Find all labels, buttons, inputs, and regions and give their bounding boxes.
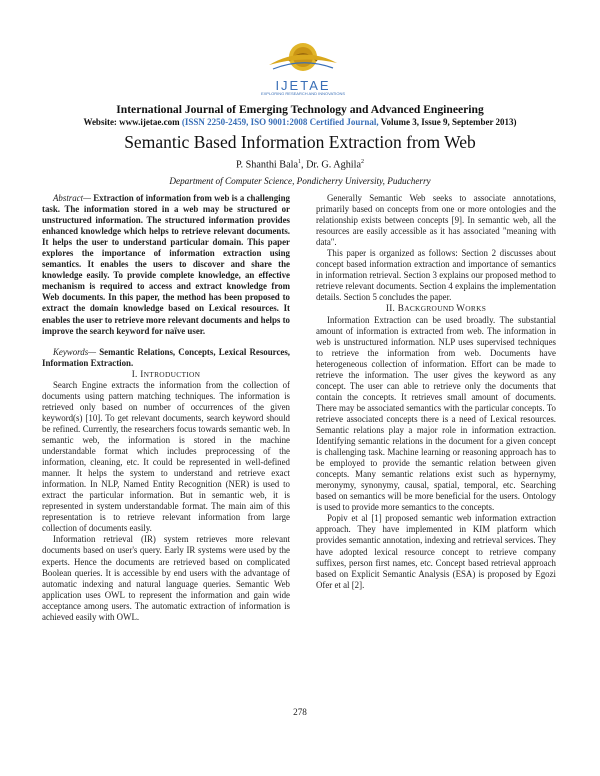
page-number: 278 [293,707,307,717]
logo-tagline: EXPLORING RESEARCH AND INNOVATIONS [260,91,346,96]
background-paragraph-1: Information Extraction can be used broadly. The substantial amount of information is extracted from web. The information in web is unstructured information. NLP uses supervised techniques to retrieve the information from web. Documents have heterogeneous collection of information. Effort can be made to retrieve the information. The user gives the keyword as any concept. The user can able to retrieve only the documents that contain the concepts. It retrieves small amount of documents. There may be associated semantics with the particular concepts. To retrieve associated concepts there is a need of Lexical resources. Semantic relations play a major role in information extraction. Identifying semantic relations in the document for a given concept is challenging task. Machine learning or reasoning approach has to be employed to provide the semantic relation between given concepts. Many semantic relations exist such as hypernymy, meronymy, synonymy, causal, spatial, temporal, etc. Searching based on semantics will be more beneficial for the users. Ontology is used to provide more semantics to the concepts. [316,314,556,513]
section-heading-background: II. BACKGROUND WORKS [385,303,487,314]
abstract-lead: Abstract— [53,193,91,203]
abstract [42,193,290,337]
abstract-body: Extraction of information from web is a challenging task. The information stored in a web may be structured or unstructured information. The structured information provides enhanced knowledge which helps to retrieve relevant documents. It helps the user to understand particular domain. This paper explores the importance of information extraction using semantics. It enables the users to discover and share the knowledge easily. To provide complete knowledge, an effective mechanism is required to access and extract knowledge from Web documents. In this paper, the method has been proposed to extract the domain knowledge based on Lexical resources. It enables the user to retrieve more relevant documents and helps to improve the search keyword for naïve user. [42,193,290,336]
volume-text: Volume 3, Issue 9, September 2013) [380,117,517,127]
intro-paragraph-1: Search Engine extracts the information from the collection of documents using pattern matching techniques. The information is retrieved only based on number of occurrences of the given keyword(s) [10]. To get relevant documents, search keyword should be refined. Currently, the researchers focus towards semantic web. In semantic web, the information is stored in the machine understandable format which includes preprocessing of the information, cleaning, etc. It could be represented in well-defined manner. It helps the system to understand and retrieve exact information. In NLP, Named Entity Recognition (NER) is used to extract the particular information. But in semantic web, it is represented in system understandable format. The main aim of this representation is to retrieve relevant information from large collection of documents easily. [42,379,290,534]
keywords-body: Semantic Relations, Concepts, Lexical Resources, Information Extraction. [42,346,290,368]
right-column [316,193,556,591]
left-column [42,193,290,623]
section-heading-introduction: I. INTRODUCTION [131,368,201,379]
background-paragraph-2: Popiv et al [1] proposed semantic web information extraction approach. They have implemented in KIM platform which provides semantic annotation, indexing and retrieval services. They have adopted lexical resource concept to retrieve company suffixes, person first names, etc. Concept based retrieval approach based on Explicit Semantic Analysis (ESA) is proposed by Egozi Ofer et al [2]. [316,513,556,590]
journal-website-line [0,117,600,127]
right-paragraph-2: This paper is organized as follows: Section 2 discusses about concept based information extraction and importance of semantics in information retrieval. Section 3 explains our proposed method to retrieve relevant documents. Section 4 explains the implementation details. Section 5 concludes the paper. [316,248,556,303]
right-paragraph-1: Generally Semantic Web seeks to associate annotations, primarily based on concepts from one or more ontologies and the relationship exists between concepts [9]. In semantic web, all the resources are easily accessible as it has associated "meaning with data". [316,193,556,248]
issn-text: (ISSN 2250-2459, ISO 9001:2008 Certified Journal, [181,117,379,127]
journal-name: International Journal of Emerging Technology and Advanced Engineering [116,103,484,116]
paper-affiliation: Department of Computer Science, Pondicherry University, Puducherry [169,176,431,186]
logo-text: IJETAE [275,78,331,93]
keywords [42,347,290,369]
intro-paragraph-2: Information retrieval (IR) system retrieves more relevant documents based on user's query. Early IR systems were used by the experts. Hence the documents are retrieved based on complicated Boolean queries. It is accessible by end users with the advantage of automatic indexing and natural language queries. Semantic Web application uses OWL to represent the information and gain wide acceptance among users. The automatic extraction of information is achieved easily with OWL. [42,534,290,622]
paper-authors: P. Shanthi Bala$^1$, Dr. G. Aghila$^2$ [236,159,364,171]
paper-title: Semantic Based Information Extraction from Web [124,132,476,152]
keywords-lead: Keywords— [53,346,97,357]
website-label[interactable]: Website: www.ijetae.com [83,117,180,127]
